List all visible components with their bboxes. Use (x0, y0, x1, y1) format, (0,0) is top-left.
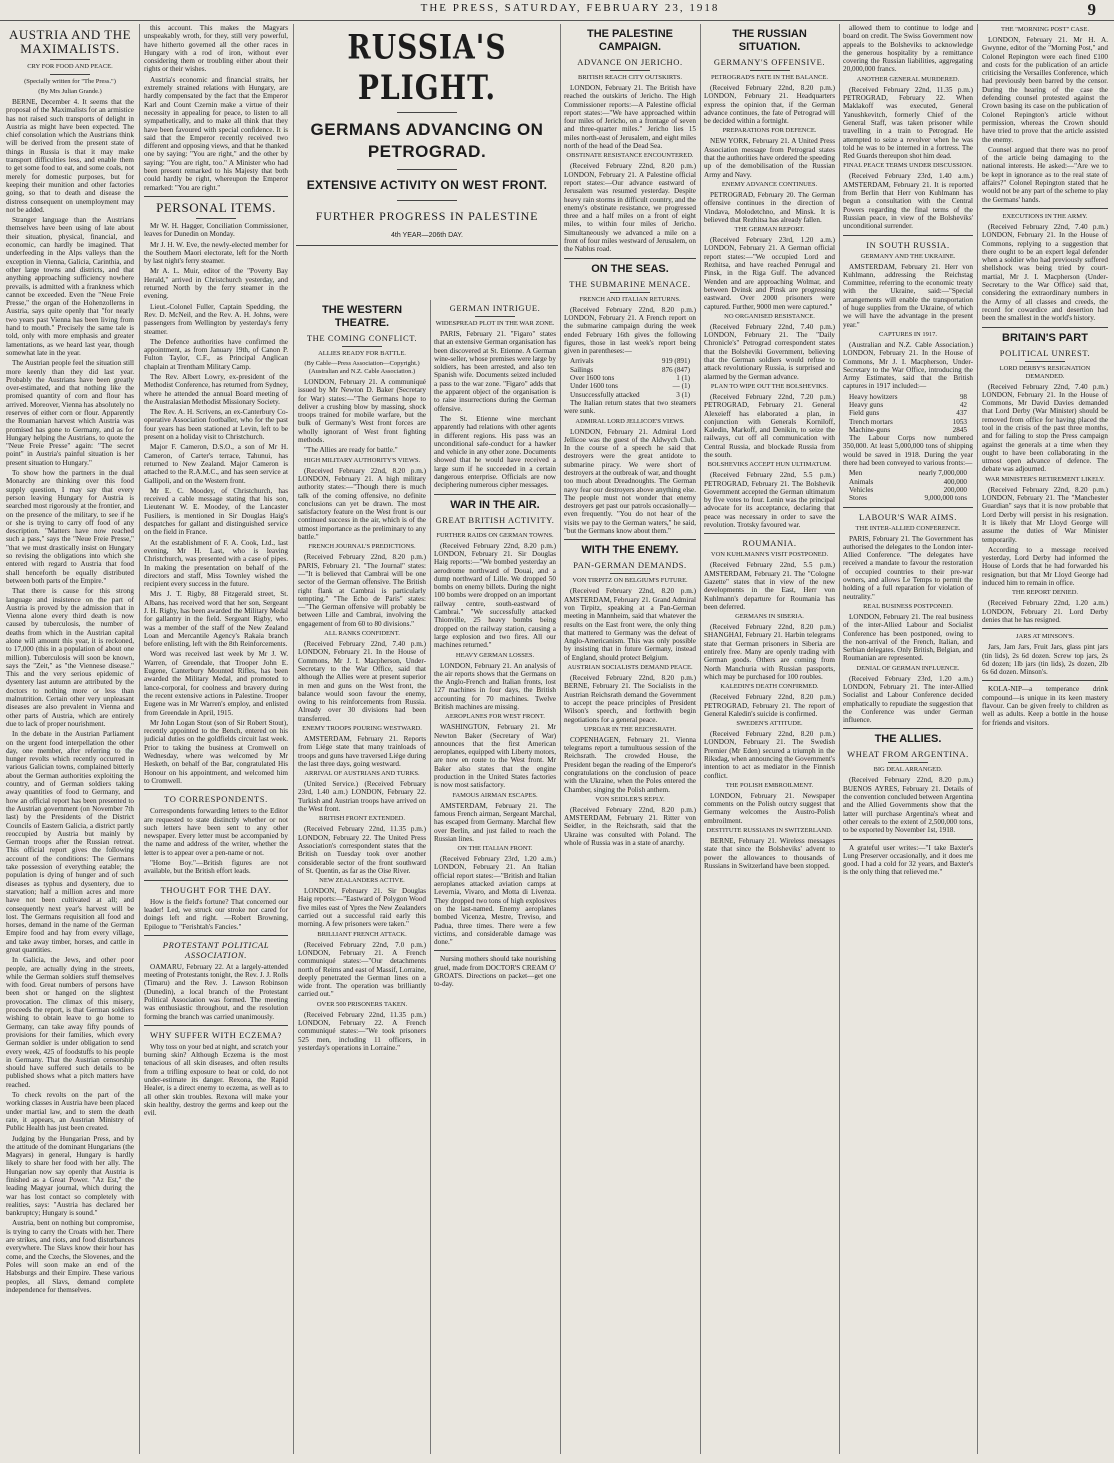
article-subhead: ALLIES READY FOR BATTLE. (318, 350, 406, 357)
advertisement: Jars, Jam Jars, Fruit Jars, glass pint jars (tin lids), 2s 6d dozen. Screw top jars, 2s 6d dozen; 1lb jars (tin lids), 2s dozen, 2lb 6s 6d dozen. Minson's. (982, 643, 1108, 677)
article-subhead: WAR MINISTER'S RETIREMENT LIKELY. (985, 475, 1105, 483)
article-subhead: KALEDIN'S DEATH CONFIRMED. (720, 683, 819, 691)
table-row: Stores 9,000,000 tons (849, 494, 967, 503)
article-subhead: THE SUBMARINE MENACE. (569, 278, 691, 289)
paragraph: In Galicia, the Jews, and other poor people, are actually dying in the streets, while the German soldiers stuff themselves with food. Great numbers of persons have been shot or hanged on the slightest provocation. The climax of this misery, proceeds the report, is that German soldiers wishing to obtain leave to go home to Germany, can take away fifty pounds of provisions for their families, which every German soldier is under obligation to send every week, 425 of foodstuffs to his people in Germany. That the Austrian censorship should have suffered such details to be published shows what a pitch matters have reached. (6, 956, 134, 1089)
advertisement-headline: JARS AT MINSON'S. (1016, 633, 1074, 641)
article-subhead: GERMANS IN SIBERIA. (735, 613, 804, 621)
article-subhead: POLITICAL UNREST. (999, 347, 1091, 358)
paragraph: "Home Boy."—British figures are not available, but the British effort leads. (144, 859, 288, 876)
paragraph: BERNE, December 4. It seems that the proposal of the Maximalists for an armistice has not raised such transports of delight in Austria as might have been expected. The chief consolation which the Austrians think will be derived from the present state of things in Russia is that it may make transport difficulties less, and enable them to get some food to eat, and some coals, not merely for domestic purposes, but for keeping their munition and other factories going, so that to death and disease the distress consequent on unemployment may not be added. (6, 98, 134, 214)
article-subhead: ANOTHER GENERAL MURDERED. (856, 75, 960, 83)
article-subhead: BOLSHEVIKS ACCEPT HUN ULTIMATUM. (707, 461, 832, 469)
paragraph: (Received February 22nd, 11.35 p.m.) LONDON, February 22. The United Press Association's correspondent states that the British on Tuesday took over another considerable sector of the front southward of St. Quentin, as far as the Oise River. (298, 825, 426, 875)
section-headline: THE WESTERN THEATRE. (321, 304, 403, 329)
article-subhead: ARRIVAL OF AUSTRIANS AND TURKS. (304, 770, 420, 778)
article-subhead: SWEDEN'S ATTITUDE. (736, 720, 803, 728)
article-subhead: VON SEIDLER'S REPLY. (595, 795, 665, 803)
paragraph: The St. Etienne wine merchant apparently had relations with other agents in different regions. His pass was an unconditional safe-conduct for a hawker and vehicle in any other zone. Documents showed that he would have received a large sum if he succeeded in a certain dangerous enterprise. Officials are now deciphering numerous cipher messages. (434, 414, 556, 490)
table-row: Machine-guns 2845 (849, 425, 967, 434)
paragraph: (Australian and N.Z. Cable Association.) LONDON, February 21. In the House of Commons, Mr J. I. Macpherson, Under-Secretary to the War Office, introducing the Army Estimates, said that the British captures in 1917 included:— (843, 340, 973, 391)
paragraph: AMSTERDAM, February 21. The famous French airman, Sergeant Marchal, has escaped from Germany. Marchal flew over Berlin, and just failed to reach the Russian lines. (434, 801, 556, 843)
paragraph: "The Allies are ready for battle." (304, 446, 398, 455)
paragraph: (Received February 22nd, 8.20 p.m.) LONDON, February 21. A high military authority states:—"Though there is much talk of the coming offensive, no definite conclusions can yet be drawn. The most satisfactory feature on the West front is our continued success in the air, which is of the utmost importance as the preliminary to any battle." (298, 466, 426, 542)
article-subhead: THE COMING CONFLICT. (306, 333, 418, 343)
article-subhead: WHEAT FROM ARGENTINA. (847, 749, 969, 760)
section-headline: BRITAIN'S PART (1002, 331, 1088, 344)
paragraph: Austria's economic and financial straits, her extremely strained relations with Hungary, are hardly compensated by the fact that the Emperor Karl and Count Czernin make a virtue of their necessity in appealing for peace, to listen to all sympathetically, and to make all think that they have been favoured with special confidence. It is said that the Emperor recently received two different and opposing views, and that he thanked one by saying: "You are right," and the other by saying: "You are right, too." A Minister who had been present remarked to his Majesty that both could hardly be right, whereupon the Emperor remarked: "You are right." (144, 75, 288, 192)
article-subhead: THE REPORT DENIED. (1011, 589, 1079, 597)
paragraph: Mr J. H. W. Eve, the newly-elected member for the Southern Maori electorate, left for the North by last night's ferry steamer. (144, 240, 288, 266)
tertiary-headline: EXTENSIVE ACTIVITY ON WEST FRONT. (306, 178, 548, 192)
article-subhead: FURTHER RAIDS ON GERMAN TOWNS. (436, 531, 554, 539)
section-headline: PERSONAL ITEMS. (156, 199, 276, 215)
paragraph: The Italian return states that two steamers were sunk. (564, 398, 696, 416)
article-subhead: AUSTRIAN SOCIALISTS DEMAND PEACE. (567, 664, 693, 672)
article-subhead: AEROPLANES FOR WEST FRONT. (445, 713, 545, 721)
byline: (Specially written for "The Press.") (24, 78, 116, 85)
article-headline: AUSTRIA AND THE MAXIMALISTS. (8, 27, 132, 56)
war-day-line: 4th YEAR—206th DAY. (391, 232, 463, 239)
masthead (0, 0, 1114, 21)
article-subhead: REAL BUSINESS POSTPONED. (863, 602, 953, 610)
column-rule (139, 24, 140, 1454)
paragraph: (Received February 22nd, 8.20 p.m.) LONDON, February 21. A French report on the submarine campaign during the week ended February 16th gives the following figures, those in last week's report being given in parentheses:— (564, 305, 696, 356)
article-subhead: NO ORGANISED RESISTANCE. (724, 312, 815, 320)
article-subhead: BRITISH REACH CITY OUTSKIRTS. (577, 74, 683, 81)
column-1 (6, 24, 134, 1454)
paragraph: (Received February 22nd, 8.20 p.m.) AMSTERDAM, February 21. Ritter von Seidler, in the Reichsrath, said that the Ukraine was consulted with Poland. The whole of Russia was in a state of anarchy. (564, 805, 696, 848)
paragraph: (Received February 22nd, 1.20 a.m.) LONDON, February 21. Lord Derby denies that he has resigned. (982, 599, 1108, 624)
paragraph: (Received February 23rd, 1.20 a.m.) LONDON, February 21. An Italian official report states:—"British and Italian aeroplanes attacked aviation camps at Levernia, Vivaro, and Motta di Livenza. They dropped two tons of high explosives on the last-named. Enemy aeroplanes bombed Vicenza, Mestre, Treviso, and Padua, three times. There were a few victims, and considerable damage was done." (434, 855, 556, 947)
table-row: Vehicles 200,000 (849, 485, 967, 494)
paragraph: Mrs J. T. Rigby, 88 Fitzgerald street, St. Albans, has received word that her son, Sergeant J. H. Rigby, has been awarded the Military Medal for gallantry in the field. Sergeant Rigby, who was a member of the staff of the New Zealand Loan and Mercantile Agency's Rakaia branch before enlisting, left with the 8th Reinforcements. (144, 590, 288, 649)
section-headline: EXECUTIONS IN THE ARMY. (1002, 212, 1088, 220)
paragraph: (Received February 22nd, 11.35 p.m.) PETROGRAD, February 22. When Maklakoff was executed, General Yanushkevitch, formerly Chief of the General Staff, was taken prisoner while travelling in a train to Petrograd. He attempted to seize a revolver when he was told he was to be interned in a fortress. The Red Guards thereupon shot him dead. (843, 85, 973, 161)
advertisement: KOLA-NIP—a temperance drink compound—is unique in its keen mastery flavour. Can be given freely to children as well as adults. Keep a bottle in the house for friends and visitors. (982, 685, 1108, 727)
paragraph: (Received February 22nd, 5.5 p.m.) AMSTERDAM, February 21. The "Cologne Gazette" states that in view of the new developments in the East, Herr von Kuhlmann's departure for Roumania has been deferred. (704, 561, 835, 611)
paragraph: (United Service.) (Received February 23rd, 1.40 a.m.) LONDON, February 22. Turkish and Austrian troops have arrived on the West front. (298, 780, 426, 814)
section-headline: THOUGHT FOR THE DAY. (160, 884, 272, 895)
section-headline: WHY SUFFER WITH ECZEMA? (149, 1029, 283, 1040)
article-subhead: VON TIRPITZ ON BELGIUM'S FUTURE. (572, 577, 688, 585)
section-headline: ROUMANIA. (742, 538, 797, 549)
paragraph: The Defence authorities have confirmed the appointment, as from January 19th, of Canon P. Fulton Taylor, C.F., as Principal Anglican chaplain at Trentham Military Camp. (144, 337, 288, 371)
paragraph: (Received February 22nd, 5.5 p.m.) PETROGRAD, February 21. The Bolshevik Government accepted the German ultimatum by five votes to four. Lenin was the principal advocate for its acceptance, declaring that peace was necessary in order to save the revolution. Trotsky favoured war. (704, 471, 835, 530)
paragraph: How is the field's fortune? That concerned our leader! Led, we struck our stroke nor cared for doings left and right. —Robert Browning, Epilogue to "Ferishtah's Fancies." (144, 897, 288, 931)
article-subhead: HIGH MILITARY AUTHORITY'S VIEWS. (303, 456, 421, 464)
table-row: Sailings 876 (847) (570, 365, 690, 374)
paragraph: That there is cause for this strong language and insistence on the part of Austria is proved by the admission that in Vienna alone every third death is now caused by tuberculosis, the number of deaths from which in the Austrian capital alone will amount this year, it is reckoned, to 17,000 (this in a population of about one million). Tuberculosis will soon be known, says the "Zeit," as "the Viennese disease." This and the very serious epidemic of dysentery last autumn are attributed by the doctors to nothing more or less than malnutrition. Certain other very unpleasant diseases are also prevalent in Vienna and other parts of Austria, which are entirely due to lack of proper nourishment. (6, 587, 134, 728)
paragraph: LONDON, February 21. The real business of the inter-Allied Labour and Socialist Conference has been postponed, owing to the non-arrival of the French, Italian, and Serbian delegates. Only British, Belgian, and Roumanian are represented. (843, 612, 973, 663)
credit-line: (By Cable—Press Association—Copyright.) (Australian and N.Z. Cable Association.) (304, 360, 420, 375)
column-rule (700, 24, 701, 1454)
article-subhead: THE INTER-ALLIED CONFERENCE. (855, 524, 961, 532)
column-rule (293, 24, 294, 1454)
paragraph: AMSTERDAM, February 21. Reports from Liége state that many trainloads of troops and guns have traversed Liége during the last three days, going westward. (298, 734, 426, 768)
paragraph: Mr E. C. Moodey, of Christchurch, has received a cable message stating that his son, Lieutenant W. E. Moodey, of the Lancaster Fusiliers, is mentioned in Sir Douglas Haig's despatches for gallant and distinguished service on the field in France. (144, 486, 288, 537)
article-subhead: DESTITUTE RUSSIANS IN SWITZERLAND. (706, 827, 833, 835)
column-7 (843, 24, 973, 1454)
paragraph: LONDON, February 21. Admiral Lord Jellicoe was the guest of the Aldwych Club. In the course of a speech he said that destroyers were the great antidote to submarine piracy. We were short of destroyers at the outbreak of war, and thought too much about Dreadnoughts. The German navy fear our destroyers above anything else. The people must not wonder that enemy destroyers get past our patrols occasionally—even frequently. "You do not hear of the visits we pay to the German waters," he said, "but the Germans know about them." (564, 427, 696, 536)
column-5 (564, 24, 696, 1454)
article-subhead: PLAN TO WIPE OUT THE BOLSHEVIKS. (710, 382, 829, 390)
byline: (By Mrs Julian Grande.) (38, 88, 102, 95)
paragraph: NEW YORK, February 21. A United Press Association message from Petrograd states that the authorities have ordered the speeding up of the demobilisation of the Russian Army and Navy. (704, 137, 835, 179)
table-row: Arrivals 919 (891) (570, 357, 690, 366)
paragraph: WASHINGTON, February 21. Mr Newton Baker (Secretary of War) announces that the first American aeroplanes, equipped with Liberty motors, are now en route to the West front. Mr Baker also states that the engine production in the United States factories is now most satisfactory. (434, 723, 556, 790)
main-headline: RUSSIA'S PLIGHT. (347, 27, 507, 108)
paragraph: BERNE, February 21. Wireless messages state that since the Bolsheviks' advent to power the allowances to thousands of Russians in Switzerland have been stopped. (704, 837, 835, 870)
paragraph: LONDON, February 21. The British have reached the outskirts of Jericho. The High Commissioner reports:—A Palestine official report states:—"We have approached within four miles of Jericho, on a frontage of seven and three-quarter miles." Jericho lies 15 miles north-east of Jerusalem, and eight miles north of the head of the Dead Sea. (564, 84, 696, 151)
paragraph: Correspondents forwarding letters to the Editor are requested to state distinctly whether or not such letters have been sent to any other newspaper. Every letter must be accompanied by the name and address of the writer, whether the letter is to appear over a pen-name or not. (144, 807, 288, 857)
article-subhead: FINAL PEACE TERMS UNDER DISCUSSION. (843, 162, 973, 170)
paragraph: (Received February 22nd, 8.20 p.m.) PARIS, February 21. "The Journal" states:—"It is believed that Cambrai will be one sector of the German offensive. The British right flank at Cambrai is particularly tempting." "The Echo de Paris" states:—"The German offensive will probably be between Lille and Cambrai, involving the engagement of from 60 to 80 divisions." (298, 553, 426, 628)
article-subhead: PREPARATIONS FOR DEFENCE. (722, 127, 817, 135)
table-row: Men nearly 7,000,000 (849, 469, 967, 478)
paragraph: (Received February 22nd, 7.40 p.m.) LONDON, February 21. In the House of Commons, Mr David Davies demanded that Lord Derby (War Minister) should be removed from office for having placed the tool in the crisis of the past three months, and for failing to stop the Press campaign against the generals at a time when they ought to have been collaborating in the utmost open advance of defence. The debate was adjourned. (982, 382, 1108, 474)
paragraph: LONDON, February 21. Sir Douglas Haig reports:—"Eastward of Polygon Wood five miles east of Ypres the New Zealanders carried out a successful raid early this morning. A few prisoners were taken." (298, 887, 426, 929)
section-headline: THE RUSSIAN SITUATION. (732, 28, 807, 53)
paragraph: PARIS, February 21. The Government has authorised the delegates to the London inter-Allied Conference. "The delegates have received a mandate to favour the restoration of occupied countries to their pre-war owners, and allows Le Temps to permit the holding of a full reparation for violation of neutrality." (843, 534, 973, 601)
article-subhead: CRY FOR FOOD AND PEACE. (27, 63, 113, 70)
column-4 (434, 300, 556, 1454)
paragraph: (Received February 23rd, 1.20 a.m.) LONDON, February 21. The inter-Allied Socialist and Labour Conference decided emphatically to repudiate the suggestion that the Conference was under German influence. (843, 674, 973, 725)
paragraph: (Received February 22nd, 7.40 p.m.) LONDON, February 21. The "Daily Chronicle's" Petrograd correspondent states that the Bolsheviki Government, believing that the German soldiers would refuse to attack revolutionary Russia, is surprised and alarmed by the German advance. (704, 322, 835, 381)
paragraph: According to a message received yesterday, Lord Derby had informed the House of Lords that he had forwarded his resignation, but that Mr Lloyd George had induced him to remain in office. (982, 545, 1108, 588)
paragraph: Stranger language than the Austrians themselves have been using of late about their situation, physical, financial, and economic, can hardly be imagined. That underfeeding in the Alps valleys than the exception in Vienna, Galicia, Carinthia, and other large towns and districts, and that anything approaching sufficiency nowhere prevails, is admitted with a frankness which cannot be exceeded. Even the "Neue Freie Presse," the organ of the Hohenzollerns in Austria, says quite openly that "for nearly two years past Vienna has been living from hand to mouth." Precisely the same tale is told, only with more emphasis and greater lamentations, as we heard last year, though somewhat late in the year. (6, 216, 134, 357)
paragraph: (Received February 22nd, 8.20 p.m.) PETROGRAD, February 21. The report of General Kaledin's suicide is confirmed. (704, 693, 835, 718)
paragraph: Mr A. L. Muir, editor of the "Poverty Bay Herald," arrived in Christchurch yesterday, and returned North by the ferry steamer in the evening. (144, 267, 288, 301)
masthead-title: THE PRESS, SATURDAY, FEBRUARY 23, 1918 (420, 2, 720, 14)
section-headline: LABOUR'S WAR AIMS. (859, 511, 957, 522)
column-rule (430, 300, 431, 1454)
column-6 (704, 24, 835, 1454)
main-headline-block (296, 24, 558, 246)
table-row: Trench mortars 1053 (849, 417, 967, 426)
section-headline: IN SOUTH RUSSIA. (866, 239, 950, 250)
section-headline: THE PALESTINE CAMPAIGN. (587, 28, 673, 53)
table-row: Heavy guns 42 (849, 400, 967, 409)
paragraph: At the establishment of F. A. Cook, Ltd., last evening, Mr H. Last, who is leaving Christchurch, was presented with a case of pipes. In making the presentation on behalf of the directors and staff, Miss Townley wished the recipient every success in the future. (144, 538, 288, 589)
paragraph: The Rev. A. H. Scrivens, an ex-Canterbury Co-operative Association footballer, who for the past four years has been stationed at Levin, left to be present on a holiday visit to Christchurch. (144, 408, 288, 442)
section-headline: WAR IN THE AIR. (450, 498, 540, 511)
article-subhead: WIDESPREAD PLOT IN THE WAR ZONE. (435, 320, 555, 327)
paragraph: Mr W. H. Hagger, Conciliation Commissioner, leaves for Dunedin on Monday. (144, 221, 288, 239)
paragraph: Word was received last week by Mr J. W. Warren, of Greendale, that Trooper John E. Eugene, Canterbury Mounted Rifles, has been awarded the Military Medal, and promoted to lance-corporal, for coolness and bravery during the recent extensive actions in Palestine. Trooper Eugene was in Mr Warren's employ, and enlisted from Greendale in April, 1915. (144, 650, 288, 717)
paragraph: LONDON, February 21. Newspaper comments on the Polish outcry suggest that Germany welcomes the Austro-Polish embroilment. (704, 791, 835, 825)
section-headline: GERMAN INTRIGUE. (449, 303, 541, 313)
table-row: Over 1600 tons 1 (1) (570, 374, 690, 383)
paragraph: Judging by the Hungarian Press, and by the attitude of the dominant Hungarians (the Magyars) in general, Hungary is hardly likely to share her food with her ally. The Hungarian now say openly that Austria is finished as a Great Power. "Az Est," the leading Magyar journal, which during the war has lost contact so completely with realities, says: "Austria has declared her bankruptcy; Hungary is sound." (6, 1134, 134, 1218)
article-subhead: THE POLISH EMBROILMENT. (725, 781, 814, 789)
table-row: Animals 400,000 (849, 477, 967, 486)
paragraph: (Received February 22nd, 8.20 p.m.) SHANGHAI, February 21. Harbin telegrams state that German prisoners in Siberia are entirely free. Many are openly trading with German goods. Others are coming from North Manchuria with Russian passports, which may be purchased for 100 roubles. (704, 623, 835, 681)
paragraph: PETROGRAD, February 20. The German offensive continues in the direction of Vindava, Molodetchno, and Minsk. It is believed that Rezhitsa has already fallen. (704, 190, 835, 224)
paragraph: (Received February 22nd, 11.35 p.m.) LONDON, February 22. A French communiqué states:—"We took prisoners 525 men, including 11 officers, in yesterday's operations in Lorraine." (298, 1010, 426, 1052)
paragraph: Why toss on your bed at night, and scratch your burning skin? Although Eczema is the most tenacious of all skin diseases, and often results from a trifling exposure to heat or cold, do not under-estimate its danger. Rexona, the Rapid Healer, is a direct enemy to eczema, as well as to all other skin troubles. Rexona will make your skin healthy, destroy the germs and keep out the evil. (144, 1042, 288, 1118)
section-headline: THE ALLIES. (874, 733, 942, 746)
article-subhead: PETROGRAD'S FATE IN THE BALANCE. (710, 74, 829, 81)
table-row: Unsuccessfully attacked 3 (1) (570, 390, 690, 399)
article-subhead: VON KUHLMANN'S VISIT POSTPONED. (710, 551, 829, 559)
article-subhead: OVER 500 PRISONERS TAKEN. (316, 1000, 408, 1008)
section-headline: ON THE SEAS. (591, 262, 669, 275)
secondary-headline: GERMANS ADVANCING ON PETROGRAD. (310, 120, 544, 161)
paragraph: (Received February 22nd, 7.0 p.m.) LONDON, February 21. A French communiqué states:—"Our detachments north of Reims and east of Massif, Lorraine, deeply penetrated the German lines on a wide front. The operation was brilliantly carried out." (298, 940, 426, 999)
paragraph: (Received February 22nd, 8.20 p.m.) BUENOS AYRES, February 21. Details of the convention concluded between Argentina and the Allied Governments show that the latter will purchase Argentina's wheat and other cereals to the extent of 2,500,000 tons, to be exported by November 1st, 1918. (843, 776, 973, 835)
article-subhead: THE GERMAN REPORT. (734, 226, 805, 234)
article-subhead: ENEMY ADVANCE CONTINUES. (721, 180, 818, 188)
column-3 (298, 300, 426, 1454)
paragraph: Major F. Cameron, D.S.O., a son of Mr H. Cameron, of Carter's terrace, Tahunui, has returned to New Zealand. Major Cameron is attached to the R.A.M.C., and has seen service at Gallipoli, and on the Western front. (144, 443, 288, 485)
paragraph: LONDON, February 21. A communiqué issued by Mr Newton D. Baker (Secretary for War) states:—"The Germans hope to deliver a crushing blow by massing, shock troops trained for mobile warfare, but the bulk of Germany's West front forces are wholly ignorant of West front fighting methods. (298, 378, 426, 445)
column-rule (560, 24, 561, 1454)
paragraph: AMSTERDAM, February 21. Herr von Kuhlmann, addressing the Reichstag Committee, referring to the economic treaty with the Ukraine, said:—"Special arrangements will enable the transportation of huge supplies from the Ukraine, of which we will have the advantage in the present year." (843, 262, 973, 329)
article-subhead: GREAT BRITISH ACTIVITY. (435, 514, 555, 525)
table-row: Field guns 437 (849, 409, 967, 418)
paragraph: The Labour Corps now numbered 350,000. At least 5,000,000 tons of shipping would be saved in 1918. During the year there had been conveyed to various fronts:— (843, 434, 973, 468)
article-subhead: ADMIRAL LORD JELLICOE'S VIEWS. (575, 417, 685, 425)
article-subhead: FAMOUS AIRMAN ESCAPES. (452, 791, 538, 799)
paragraph: (Received February 23rd, 1.40 a.m.) AMSTERDAM, February 21. It is reported from Berlin that Herr von Kuhlmann has begun a consultation with the Central Powers regarding the final terms of the Russian peace, in view of the Bolsheviks' unconditional surrender. (843, 172, 973, 231)
paragraph: The Rev. Albert Lowry, ex-president of the Methodist Conference, has returned from Sydney, where he attended the annual Board meeting of the Australasian Methodist Missionary Society. (144, 372, 288, 406)
paragraph: COPENHAGEN, February 21. Vienna telegrams report a tumultuous session of the Reichsrath. The crowded House, the President began the reading of the Emperor's congratulations on the conclusion of peace with the Ukraine, when the Poles entered the Chamber, singing the Polish anthem. (564, 735, 696, 794)
section-headline: PROTESTANT POLITICAL ASSOCIATION. (162, 939, 270, 960)
paragraph: To check revolts on the part of the working classes in Austria have been placed under martial law, and to stem the death rate, it appears, an Austrian Ministry of Public Health has just been created. (6, 1091, 134, 1133)
article-subhead: OBSTINATE RESISTANCE ENCOUNTERED. (566, 152, 694, 160)
article-subhead: GERMANY AND THE UKRAINE. (860, 252, 956, 260)
paragraph: (Received February 23rd, 1.20 a.m.) LONDON, February 21. A German official report states:—"We occupied Lord and Rezhitsa, and have reached Penrugal and Pinsk, in the Riga Gulf. The advanced Wenden and are approaching Wolmar, and between Dvinsk and Pinsk are progressing eastward. Over 2000 prisoners were captured. Further, 9000 men were captured." (704, 236, 835, 311)
advertisement: Nursing mothers should take nourishing gruel, made from DOCTOR'S CREAM O' GROATS. Directions on packet—get one to-day. (434, 955, 556, 989)
article-subhead: ENEMY TROOPS POURING WESTWARD. (302, 724, 422, 732)
table-row: Heavy howitzers 98 (849, 392, 967, 401)
paragraph: Mr John Logan Stout (son of Sir Robert Stout), recently appointed to the Bench, entered on his judicial duties on the goldfields circuit last week. Prior to taking the business at Cromwell on Wednesday, where was welcomed by Mr Hesketh, on behalf of the Bar, congratulated His Honour on his appointment, and welcomed him to Cromwell. (144, 718, 288, 785)
paragraph: (Received February 22nd, 8.20 p.m.) LONDON, February 21. Headquarters express the opinion that, if the German advance continues, the fate of Petrograd will be decided within a fortnight. (704, 84, 835, 126)
paragraph: Counsel argued that there was no proof of the article being damaging to the national interests. He asked:—"Are we to be kept in ignorance as to the real state of affairs?" Colonel Repington stated that he would not be any part of the scheme to play the Germans' hands. (982, 145, 1108, 204)
paragraph: (Received February 22nd, 8.20 p.m.) LONDON, February 21. The "Manchester Guardian" says that it is now probable that Lord Derby will persist in his resignation. It is likely that Mr Lloyd George will assume the duties of War Minister temporarily. (982, 485, 1108, 544)
paragraph: Lieut.-Colonel Fuller, Captain Spedding, the Rev. D. McNeil, and the Rev. A. H. Johns, were passengers from Wellington by yesterday's ferry steamer. (144, 302, 288, 336)
paragraph: The Austrian people feel the situation still more keenly than they did last year. Probably the Austrians have been greatly over-estimated, and that nothing like the promised quantity of corn and flour has arrived. Moreover, Vienna has absolutely no reserves of either corn or flour. Apparently the Roumanian harvest which Austria was promised has gone to Germany, and as for Hungary helping the Austrians, to quote the "Neue Freie Presse" again: "The secret point" in Austria's painful situation is her present situation to Hungary." (6, 359, 134, 467)
table-row: Under 1600 tons — (1) (570, 382, 690, 391)
section-headline: TO CORRESPONDENTS. (164, 794, 268, 805)
column-8 (982, 24, 1108, 1454)
section-headline: WITH THE ENEMY. (581, 544, 679, 557)
tertiary-headline: FURTHER PROGRESS IN PALESTINE (315, 209, 539, 223)
article-subhead: FRENCH AND ITALIAN RETURNS. (579, 295, 681, 303)
article-subhead: HEAVY GERMAN LOSSES. (455, 651, 535, 659)
article-subhead: GERMANY'S OFFENSIVE. (713, 57, 826, 67)
paragraph: (Received February 22nd, 8.20 p.m.) LONDON, February 21. A Palestine official report states:—Our advance eastward of Jerusalem was resumed yesterday. Despite heavy rain storms in difficult country, and the enemy's obstinate resistance, we progressed three and a half miles on a front of eight miles, to within four miles of Jericho. Simultaneously we advanced a mile on a front of four miles westward of Jerusalem, on the Nablus road. (564, 162, 696, 254)
column-2 (144, 24, 288, 1454)
column-rule (839, 24, 840, 1454)
article-subhead: BRILLIANT FRENCH ATTACK. (317, 930, 407, 938)
paragraph: allowed them to continue to lodge and board on credit. The Swiss Government now appeals to the Bolsheviks to acknowledge the generous hospitality by a remittance covering the Russian liabilities, aggregating 20,000,000 francs. (843, 24, 973, 74)
paragraph: LONDON, February 21. Mr H. A. Gwynne, editor of the "Morning Post," and Colonel Repington were each fined £100 and costs for the publication of an article criticising the Versailles Conference, which had previously been barred by the censor. During the hearing of the case the defending counsel protested against the Crown basing its case on the publication of Colonel Repington's article without permission, whereas the Crown should have tried to prove that the article assisted the enemy. (982, 36, 1108, 144)
paragraph: (Received February 22nd, 8.20 p.m.) LONDON, February 21. The Swedish Premier (Mr Eden) secured a triumph in the Riksdag, when announcing the Government's intention to act as mediator in the Finnish conflict. (704, 730, 835, 780)
column-rule (977, 24, 978, 1454)
paragraph: (Received February 22nd, 8.20 p.m.) AMSTERDAM, February 21. Grand Admiral von Tirpitz, speaking at a Pan-German meeting in Mannheim, said that whatever the results on the East front were, the only thing that mattered to Germany was the defeat of Anglo-Americanism. This was only possible by insisting that in future Germany, instead of England, should protect Belgium. (564, 587, 696, 662)
article-subhead: FRENCH JOURNAL'S PREDICTIONS. (308, 543, 416, 551)
paragraph: Austria, bent on nothing but compromise, is trying to carry the Croats with her. There are strikes, and riots, and food disturbances everywhere. The Slavs know their hour has come, and the Czechs, the Slovenes, and the Poles will soon make an end of the Habsburgs and their Empire. These various peoples, all Slavs, demand complete independence for themselves. (6, 1219, 134, 1294)
paragraph: PARIS, February 21. "Figaro" states that an extensive German organisation has been discovered at St. Etienne. A German wine-seller, whose premises were large by soldiers, has been arrested, and also ten Spanish wife. Documents seized included a pass to the war zone. "Figaro" adds that the apparent object of the organisation is to raise insurrections during the German offensive. (434, 330, 556, 413)
paragraph: (Received February 22nd, 7.40 p.m.) LONDON, February 21. In the House of Commons, replying to a suggestion that there ought to be an expert legal defender when a soldier who had previously suffered shellshock was being tried by court-martial, Mr J. I. Macpherson (Under-Secretary to the War Office) said that, considering the extraordinary numbers in the Army of all classes and creeds, the record for cowardice and desertion had been the smallest in the world's history. (982, 222, 1108, 323)
paragraph: (Received February 22nd, 7.40 p.m.) LONDON, February 21. In the House of Commons, Mr J. I. Macpherson, Under-Secretary to the War Office, said that although the Allies were at present superior in men and guns on the West front, the balance would soon favour the enemy, owing to his reinforcements from Russia. Already over 30 divisions had been transferred. (298, 640, 426, 723)
advertisement: A grateful user writes:—"I take Baxter's Lung Preserver occasionally, and it does me good. I had a cold for 32 years, and Baxter's is the only thing that relieved me." (843, 843, 973, 877)
article-subhead: PAN-GERMAN DEMANDS. (573, 560, 687, 571)
paragraph: (Received February 22nd, 8.20 p.m.) BERNE, February 21. The Socialists in the Austrian Reichsrath demand the Government to accept the peace principles of President Wilson's speech, and forthwith begin negotiations for a general peace. (564, 674, 696, 724)
article-subhead: UPROAR IN THE REICHSRATH. (583, 725, 677, 733)
section-headline: THE "MORNING POST" CASE. (1000, 26, 1089, 33)
paragraph: LONDON, February 21. An analysis of the air reports shows that the Germans on the Anglo-French and Italian fronts, lost 127 machines in four days, the British accounting for 70 machines. Twelve British machines are missing. (434, 661, 556, 711)
article-subhead: DENIAL OF GERMAN INFLUENCE. (856, 664, 960, 672)
article-subhead: BRITISH FRONT EXTENDED. (318, 815, 405, 823)
paragraph: To show how the partners in the dual Monarchy are thinking over this food supply question, I may say that every person leaving Hungary for Austria is searched most rigorously at the frontier, and on the presence of the military, to see if he or she is trying to carry off food of any description. "Matters have now reached such a pass," says the "Neue Freie Presse," "that we must drastically insist on Hungary so revising the obligations into which she entered with regard to Austria that food shall henceforth be equally distributed between both parts of the Empire." (6, 469, 134, 585)
article-subhead: NEW ZEALANDERS ACTIVE. (319, 877, 405, 885)
article-subhead: ON THE ITALIAN FRONT. (457, 845, 533, 853)
paragraph: In the debate in the Austrian Parliament on the urgent food interpellation the other day, one member, after referring to the hunger revolts which recently occurred in various Galician towns, complained bitterly about the German authorities exploiting the country, and of German soldiers taking away quantities of food to Germany, and how an official report has been presented to the Austrian government (on November 7th last) by the Presidents of the District Councils of Eastern Galicia, a district partly reoccupied by Austria but mainly by German troops after the Russian retreat. This official report gives the following account of the conditions: The Germans take possession of everything eatable; the population is dying of hunger and of such diseases as typhus and dysentery, due to starvation; half a million acres and more have not been cultivated at all; and consequently next year's harvest will be lost. The Germans requisition all food and horses, demand in the name of the German Empire food and hay from every village, and take away timber, horses, and cattle in great quantities. (6, 730, 134, 954)
article-subhead: ADVANCE ON JERICHO. (577, 57, 683, 67)
paragraph: this account. This makes the Magyars unspeakably wroth, for they, still very powerful, have hitherto governed all the other races in Hungary with a rod of iron, without ever considering them or troubling either about their rights or their wishes. (144, 24, 288, 74)
article-subhead: LORD DERBY'S RESIGNATION DEMANDED. (999, 364, 1091, 380)
paragraph: (Received February 22nd, 7.20 p.m.) PETROGRAD, February 21. General Alexeieff has elaborated a plan, in conjunction with Generals Korniloff, Kaledin, Markoff, and Denikin, to seize the railways, cut off all communication with Central Russia, and blockade Russia from the south. (704, 392, 835, 459)
paragraph: (Received February 22nd, 8.20 p.m.) LONDON, February 21. Sir Douglas Haig reports:—"We bombed yesterday an aerodrome northward of Douai, and a dump northward of Lille. We dropped 50 bombs on enemy billets. During the night 100 bombs were dropped on an important railway centre, south-eastward of Cambrai." "We successfully attacked Thionville, 25 heavy bombs being dropped on the railway station, causing a large explosion and two fires. All our machines returned." (434, 541, 556, 650)
article-subhead: CAPTURES IN 1917. (879, 330, 937, 338)
paragraph: OAMARU, February 22. At a largely-attended meeting of Protestants tonight, the Rev. J. J. Rolls (Timaru) and the Rev. J. Lawson Robinson (Dunedin), a local branch of the Protestant Political Association was formed. The meeting was enthusiastic throughout, and the resolution forming the branch was carried unanimously. (144, 962, 288, 1021)
article-subhead: BIG DEAL ARRANGED. (873, 766, 943, 774)
page-number: 9 (1087, 0, 1096, 19)
article-subhead: ALL RANKS CONFIDENT. (324, 630, 400, 638)
